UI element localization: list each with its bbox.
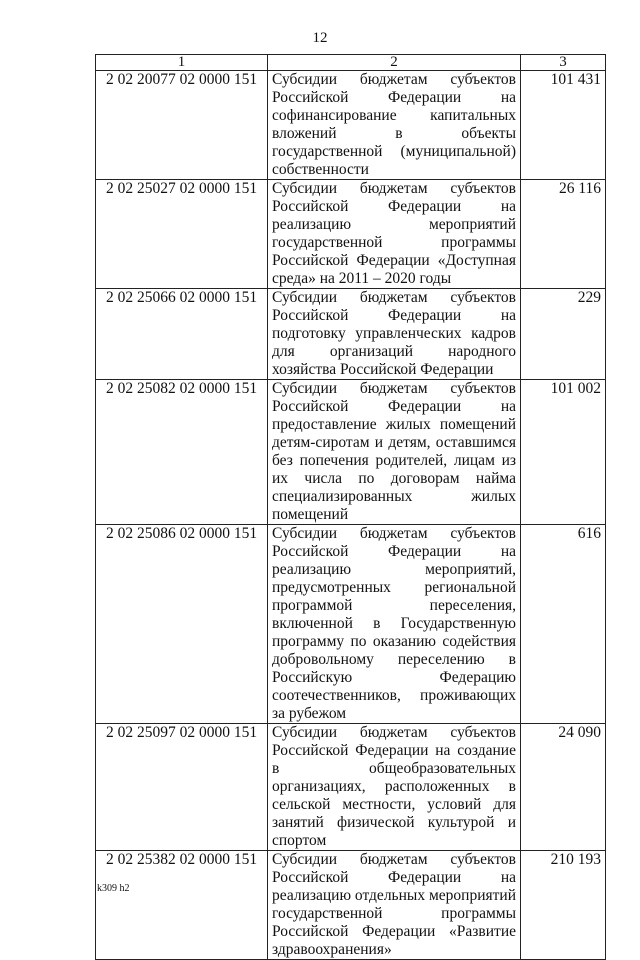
row-amount: 101 431: [521, 71, 606, 180]
row-description: Субсидии бюджетам субъектов Российской Федерации на предоставление жилых помещений детям-сиротам и детям, оставшимся без попечения родителей, лицам из их числа по договорам найма специализированных жилых помещений: [268, 380, 521, 525]
row-description: Субсидии бюджетам субъектов Российской Федерации на подготовку управленческих кадров для организаций народного хозяйства Российской Федерации: [268, 289, 521, 380]
row-amount: 26 116: [521, 180, 606, 289]
table-row: [96, 525, 606, 724]
column-header-amount: 3: [521, 55, 606, 71]
row-amount: 101 002: [521, 380, 606, 525]
row-code: 2 02 20077 02 0000 151: [96, 71, 268, 180]
table-row: [96, 289, 606, 380]
row-description: Субсидии бюджетам субъектов Российской Федерации на реализацию мероприятий государственной программы Российской Федерации «Доступная среда» на 2011 – 2020 годы: [268, 180, 521, 289]
table-row: [96, 180, 606, 289]
table-row: [96, 724, 606, 851]
row-amount: 210 193: [521, 851, 606, 960]
row-description: Субсидии бюджетам субъектов Российской Федерации на реализацию мероприятий, предусмотренных региональной программой переселения, включенной в Государственную программу по оказанию содействия добровольному переселению в Российскую Федерацию соотечественников, проживающих за рубежом: [268, 525, 521, 724]
row-code: 2 02 25086 02 0000 151: [96, 525, 268, 724]
page-number: 12: [312, 30, 328, 46]
row-code: 2 02 25027 02 0000 151: [96, 180, 268, 289]
row-description: Субсидии бюджетам субъектов Российской Федерации на реализацию отдельных мероприятий государственной программы Российской Федерации «Развитие здравоохранения»: [268, 851, 521, 960]
row-amount: 616: [521, 525, 606, 724]
budget-table: [95, 54, 606, 960]
row-description: Субсидии бюджетам субъектов Российской Федерации на софинансирование капитальных вложений в объекты государственной (муниципальной) собственности: [268, 71, 521, 180]
table-row: [96, 71, 606, 180]
row-amount: 24 090: [521, 724, 606, 851]
column-header-description: 2: [268, 55, 521, 71]
row-code: 2 02 25082 02 0000 151: [96, 380, 268, 525]
table-header-row: [96, 55, 606, 71]
row-amount: 229: [521, 289, 606, 380]
table-row: [96, 851, 606, 960]
footer-document-code: k309 h2: [97, 883, 130, 894]
table-row: [96, 380, 606, 525]
row-code: 2 02 25097 02 0000 151: [96, 724, 268, 851]
row-code: 2 02 25066 02 0000 151: [96, 289, 268, 380]
column-header-code: 1: [96, 55, 268, 71]
row-description: Субсидии бюджетам субъектов Российской Федерации на создание в общеобразовательных организациях, расположенных в сельской местности, условий для занятий физической культурой и спортом: [268, 724, 521, 851]
row-code: 2 02 25382 02 0000 151: [96, 851, 268, 960]
